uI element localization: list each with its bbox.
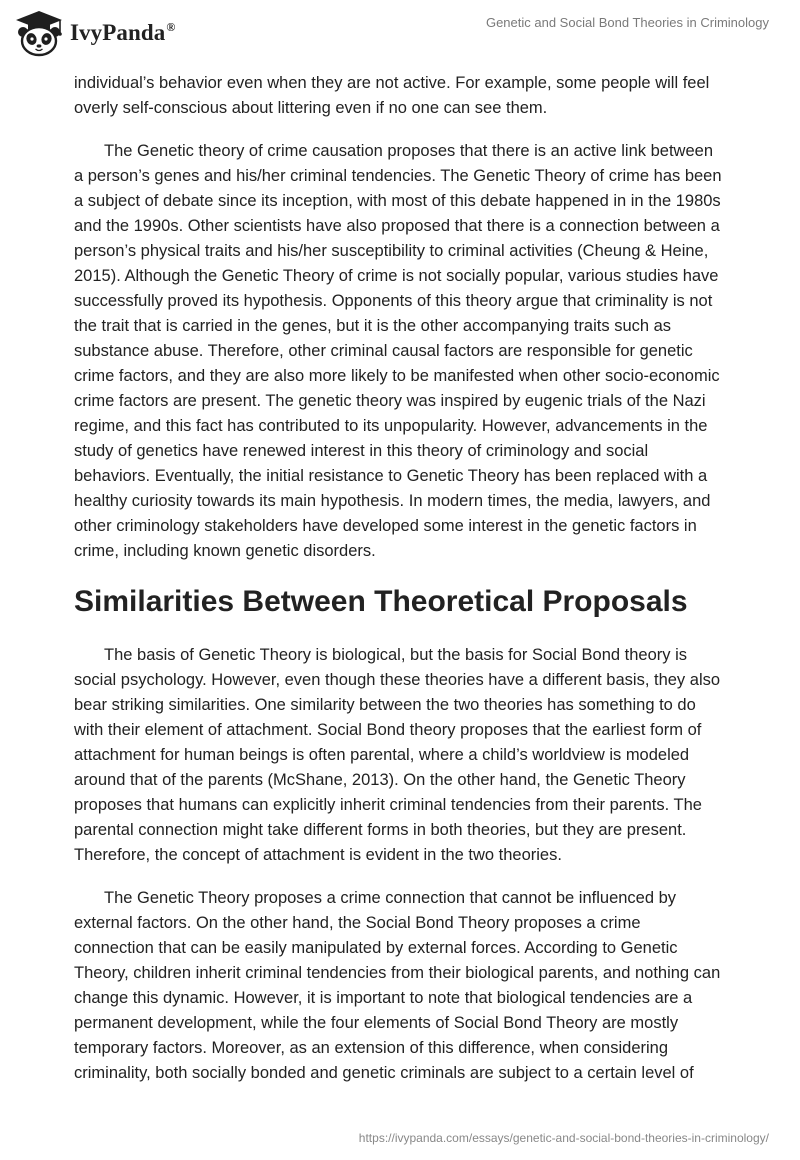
registered-mark: ® [166,20,176,35]
paragraph-crime-connection: The Genetic Theory proposes a crime connection that cannot be influenced by external factors. On the other hand, the Social Bond Theory proposes a crime connection that can be easily manipulated by external forces. According to Genetic Theory, children inherit criminal tendencies from their biological parents, and nothing can change this dynamic. However, it is important to note that biological tendencies are a permanent development, while the four elements of Social Bond Theory are mostly temporary factors. Moreover, as an extension of this difference, when considering criminality, both socially bonded and genetic criminals are subject to a certain level of [74,889,721,1082]
essay-body [74,71,724,1104]
section-heading: Similarities Between Theoretical Proposals [74,585,688,618]
paragraph-genetic-theory: The Genetic theory of crime causation proposes that there is an active link between a person’s genes and his/her criminal tendencies. The Genetic Theory of crime has been a subject of debate since its inception, with most of this debate happened in in the 1980s and the 1990s. Other scientists have also proposed that there is a connection between a person’s physical traits and his/her susceptibility to criminal activities (Cheung & Heine, 2015). Although the Genetic Theory of crime is not socially popular, various studies have successfully proved its hypothesis. Opponents of this theory argue that criminality is not the trait that is carried in the genes, but it is the other accompanying traits such as substance abuse. Therefore, other criminal causal factors are responsible for genetic crime factors, and they are also more likely to be manifested when other socio-economic crime factors are present. The genetic theory was inspired by eugenic trials of the Nazi regime, and this fact has contributed to its unpopularity. However, advancements in the study of genetics have renewed interest in this theory of criminology and social behaviors. Eventually, the initial resistance to Genetic Theory has been replaced with a healthy curiosity towards its main hypothesis. In modern times, the media, lawyers, and other criminology stakeholders have developed some interest in the genetic factors in crime, including known genetic disorders. [74,142,722,560]
ivypanda-logo[interactable] [14,9,175,57]
footer-url[interactable]: https://ivypanda.com/essays/genetic-and-social-bond-theories-in-criminology/ [358,1131,769,1145]
running-title: Genetic and Social Bond Theories in Criminology [485,15,769,30]
paragraph-basis: The basis of Genetic Theory is biological, but the basis for Social Bond theory is social psychology. However, even though these theories have a different basis, they also bear striking similarities. One similarity between the two theories has something to do with their element of attachment. Social Bond theory proposes that the earliest form of attachment for human beings is often parental, where a child’s worldview is modeled around that of the parents (McShane, 2013). On the other hand, the Genetic Theory proposes that humans can explicitly inherit criminal tendencies from their parents. The parental connection might take different forms in both theories, but they are present. Therefore, the concept of attachment is evident in the two theories. [74,646,721,864]
brand-name: IvyPanda® [70,20,176,45]
panda-graduation-cap-icon [14,9,64,57]
page-header [0,0,800,66]
paragraph-continued: individual’s behavior even when they are not active. For example, some people will feel overly self-conscious about littering even if no one can see them. [74,74,710,117]
